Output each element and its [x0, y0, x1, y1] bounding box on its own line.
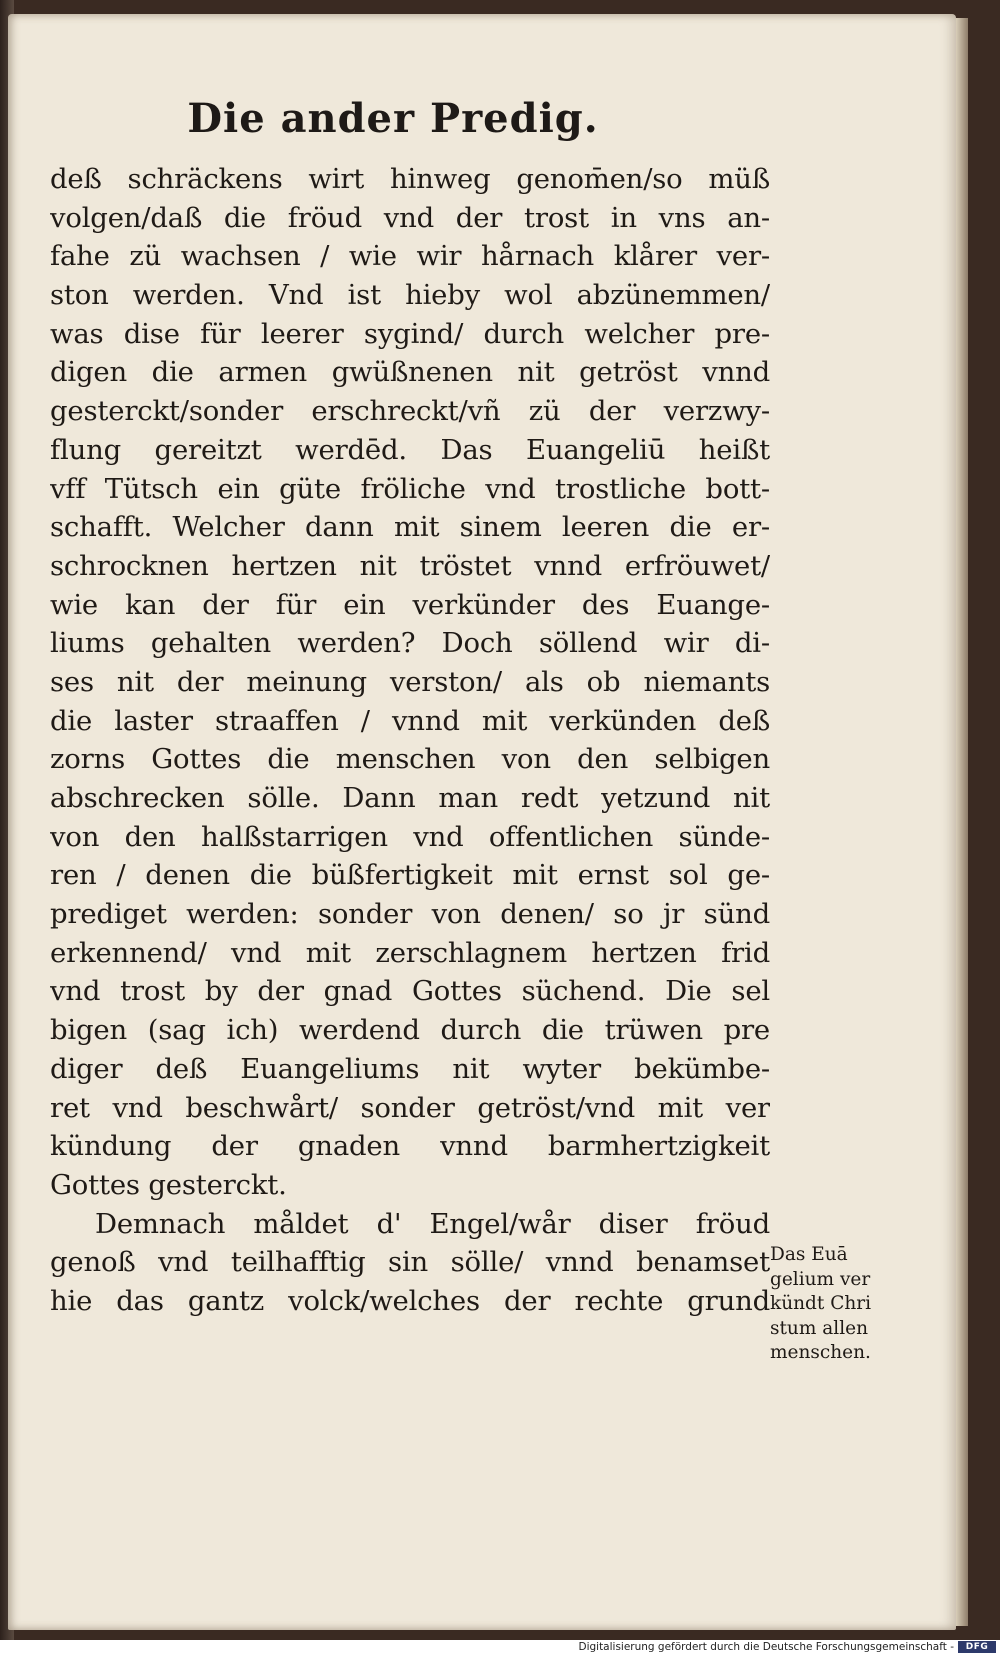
text-line: abschrecken sölle. Dann man redt yetzund nit	[50, 782, 770, 814]
text-line: gesterckt/sonder erschreckt/vñ zü der verzwy-	[50, 395, 770, 428]
text-line: liums gehalten werden? Doch söllend wir di-	[50, 627, 770, 660]
text-line: schafft. Welcher dann mit sinem leeren die er-	[50, 511, 770, 544]
text-line: von den halßstarrigen vnd offentlichen sünde-	[50, 820, 770, 853]
text-line: wie kan der für ein verkünder des Euange-	[50, 588, 770, 621]
text-line: Demnach måldet d' Engel/wår diser fröud	[95, 1207, 770, 1240]
text-line: ret vnd beschwårt/ sonder getröst/vnd mit ver	[50, 1091, 770, 1124]
margin-note-line: gelium ver	[770, 1268, 871, 1290]
text-line: erkennend/ vnd mit zerschlagnem hertzen frid	[50, 936, 770, 969]
text-line: ren / denen die büßfertigkeit mit ernst sol ge-	[50, 859, 770, 892]
margin-note-line: stum allen	[770, 1317, 868, 1339]
text-line: vnd trost by der gnad Gottes süchend. Die sel	[50, 975, 770, 1008]
margin-note-line: kündt Chri	[770, 1293, 872, 1314]
text-line: schrocknen hertzen nit tröstet vnnd erfröuwet/	[50, 549, 770, 582]
page-edge	[956, 18, 968, 1626]
body-text	[50, 160, 770, 1321]
footer-credit: Digitalisierung gefördert durch die Deutsche Forschungsgemeinschaft -	[578, 1641, 954, 1653]
text-line: was dise für leerer sygind/ durch welcher pre-	[50, 317, 770, 350]
text-line: genoß vnd teilhafftig sin sölle/ vnnd benamset	[50, 1246, 770, 1279]
text-line: fahe zü wachsen / wie wir hårnach klårer ver-	[50, 240, 770, 273]
text-line: vff Tütsch ein güte fröliche vnd trostliche bott-	[50, 472, 770, 505]
text-line: kündung der gnaden vnnd barmhertzigkeit	[50, 1130, 770, 1163]
text-line: deß schräckens wirt hinweg genom̄en/so müß	[50, 163, 770, 195]
margin-note	[770, 1243, 910, 1366]
text-line: flung gereitzt werdēd. Das Euangeliū heißt	[50, 433, 770, 466]
text-line: volgen/daß die fröud vnd der trost in vns an-	[50, 201, 770, 234]
text-line: ston werden. Vnd ist hieby wol abzünemmen/	[50, 279, 770, 312]
text-line: zorns Gottes die menschen von den selbigen	[50, 743, 770, 776]
margin-note-line: Das Euā	[770, 1244, 848, 1265]
text-line: prediget werden: sonder von denen/ so jr sünd	[50, 898, 770, 931]
text-line: die laster straaffen / vnnd mit verkünden deß	[50, 704, 770, 737]
text-line: ses nit der meinung verston/ als ob niemants	[50, 665, 770, 698]
dfg-logo: DFG	[958, 1641, 996, 1653]
text-line: Gottes gesterckt.	[50, 1168, 287, 1201]
text-line: diger deß Euangeliums nit wyter bekümbe-	[50, 1052, 770, 1085]
page-heading: Die ander Predig.	[187, 95, 599, 142]
text-line: hie das gantz volck/welches der rechte grund	[50, 1284, 770, 1317]
text-line: digen die armen gwüßnenen nit getröst vnnd	[50, 356, 770, 389]
text-line: bigen (sag ich) werdend durch die trüwen pre	[50, 1014, 770, 1047]
margin-note-line: menschen.	[770, 1342, 871, 1363]
